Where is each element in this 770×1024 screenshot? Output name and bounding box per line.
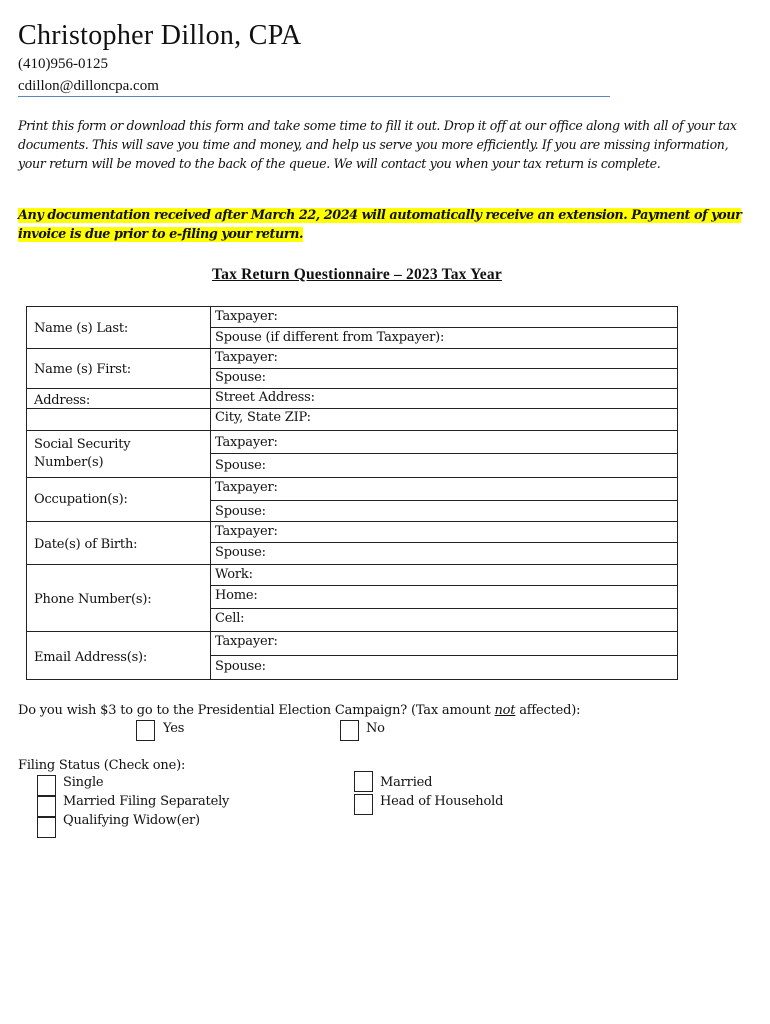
field-occupation-spouse[interactable]: Spouse: (215, 504, 266, 519)
table-column-divider (210, 307, 211, 679)
row-divider (27, 430, 677, 431)
filing-single-label: Single (63, 775, 104, 790)
row-divider (210, 453, 677, 454)
filing-married-checkbox[interactable] (354, 771, 373, 792)
filing-mfs-label: Married Filing Separately (63, 794, 230, 809)
field-last-spouse[interactable]: Spouse (if different from Taxpayer): (215, 330, 445, 345)
label-name-first: Name (s) First: (34, 362, 131, 377)
deadline-notice-text: Any documentation received after March 22, 2024 will automatically receive an extension. Payment of your invoice is due prior to e-filing your return. (18, 208, 742, 242)
election-yes-label: Yes (163, 721, 185, 736)
row-divider (27, 388, 677, 389)
election-no-label: No (366, 721, 385, 736)
field-first-spouse[interactable]: Spouse: (215, 370, 266, 385)
field-phone-cell[interactable]: Cell: (215, 611, 245, 626)
questionnaire-table (26, 306, 678, 680)
row-divider (210, 608, 677, 609)
field-phone-home[interactable]: Home: (215, 588, 258, 603)
label-address: Address: (34, 393, 91, 408)
row-divider (210, 655, 677, 656)
field-email-spouse[interactable]: Spouse: (215, 659, 266, 674)
intro-paragraph: Print this form or download this form and take some time to fill it out. Drop it off at our office along with all of your tax documents. This will save you time and money, and help us serve you more efficiently. If you are missing information, your return will be moved to the back of the queue. We will contact you when your tax return is complete. (18, 118, 737, 171)
election-yes-checkbox[interactable] (136, 720, 155, 741)
field-street-address[interactable]: Street Address: (215, 390, 315, 405)
field-ssn-spouse[interactable]: Spouse: (215, 458, 266, 473)
filing-single-checkbox[interactable] (37, 775, 56, 796)
field-city-state-zip[interactable]: City, State ZIP: (215, 410, 311, 425)
row-divider (210, 542, 677, 543)
emphasis-not: not (494, 703, 516, 718)
label-phone: Phone Number(s): (34, 592, 152, 607)
field-last-taxpayer[interactable]: Taxpayer: (215, 309, 278, 324)
field-email-taxpayer[interactable]: Taxpayer: (215, 634, 278, 649)
row-divider (27, 348, 677, 349)
election-question: Do you wish $3 to go to the Presidential Election Campaign? (Tax amount not affected): (18, 703, 581, 718)
filing-hoh-label: Head of Household (380, 794, 504, 809)
deadline-notice (18, 206, 753, 244)
field-dob-spouse[interactable]: Spouse: (215, 545, 266, 560)
filing-qw-label: Qualifying Widow(er) (63, 813, 200, 828)
filing-status-label: Filing Status (Check one): (18, 758, 186, 773)
filing-mfs-checkbox[interactable] (37, 796, 56, 817)
label-ssn: Social Security Number(s) (34, 437, 131, 470)
row-divider (210, 585, 677, 586)
filing-married-label: Married (380, 775, 433, 790)
row-divider (210, 368, 677, 369)
preparer-phone: (410)956-0125 (18, 56, 108, 72)
form-title: Tax Return Questionnaire – 2023 Tax Year (212, 266, 502, 283)
row-divider (27, 564, 677, 565)
filing-qw-checkbox[interactable] (37, 817, 56, 838)
label-email: Email Address(s): (34, 650, 148, 665)
field-phone-work[interactable]: Work: (215, 567, 253, 582)
field-occupation-taxpayer[interactable]: Taxpayer: (215, 480, 278, 495)
election-no-checkbox[interactable] (340, 720, 359, 741)
field-first-taxpayer[interactable]: Taxpayer: (215, 350, 278, 365)
row-divider (27, 477, 677, 478)
row-divider (210, 500, 677, 501)
label-occupation: Occupation(s): (34, 492, 128, 507)
label-dob: Date(s) of Birth: (34, 537, 138, 552)
row-divider (210, 327, 677, 328)
header-divider (18, 96, 610, 97)
field-dob-taxpayer[interactable]: Taxpayer: (215, 524, 278, 539)
row-divider (27, 631, 677, 632)
label-name-last: Name (s) Last: (34, 321, 129, 336)
field-ssn-taxpayer[interactable]: Taxpayer: (215, 435, 278, 450)
row-divider (27, 521, 677, 522)
filing-hoh-checkbox[interactable] (354, 794, 373, 815)
preparer-name: Christopher Dillon, CPA (18, 20, 302, 51)
preparer-email[interactable]: cdillon@dilloncpa.com (18, 78, 159, 94)
